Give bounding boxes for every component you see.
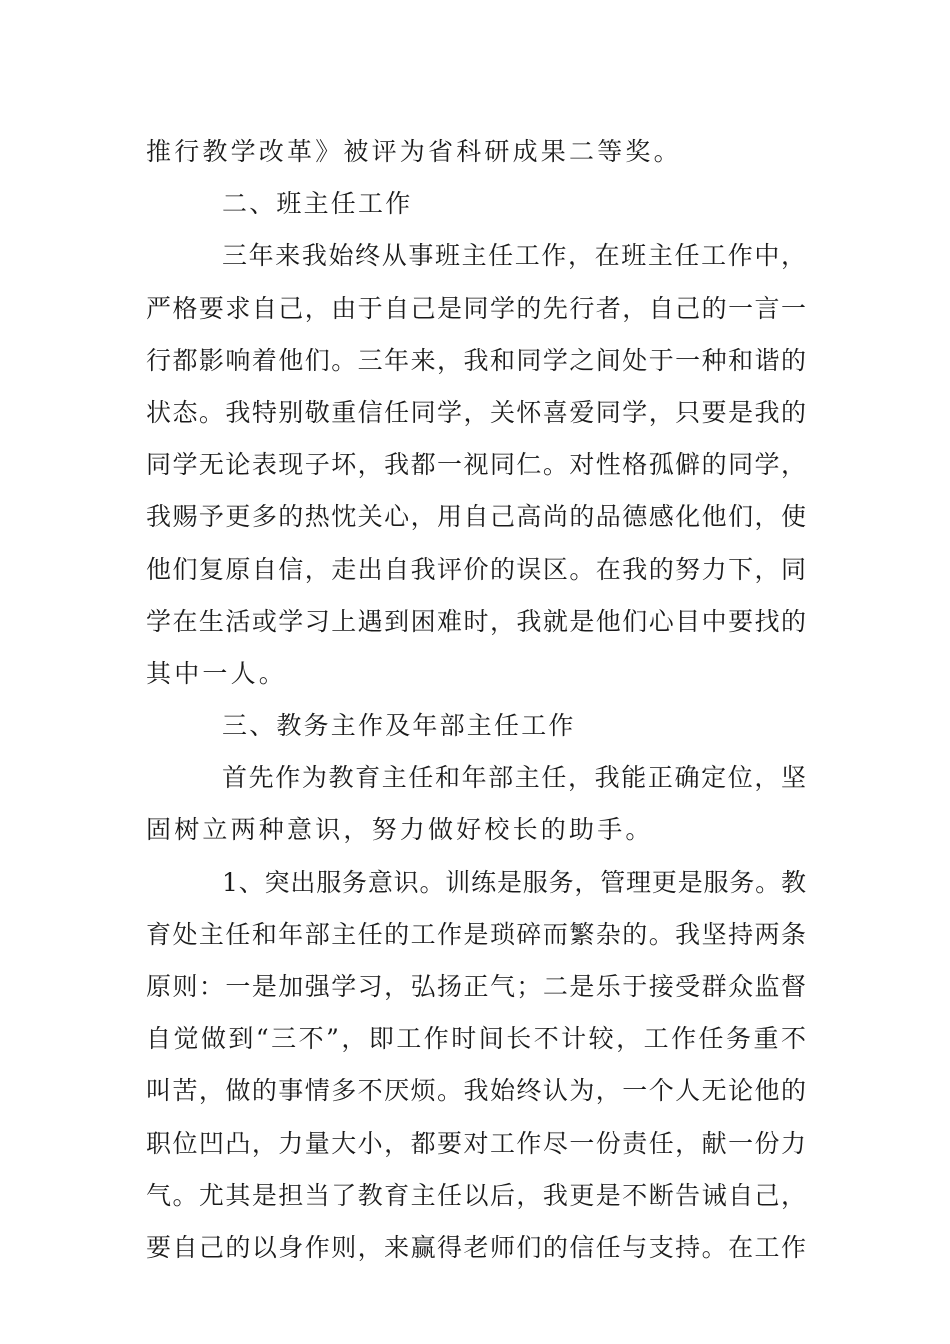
section-heading: 三、教务主作及年部主任工作 <box>222 711 576 741</box>
text-line: 他们复原自信，走出自我评价的误区。在我的努力下，同 <box>146 554 806 584</box>
text-line: 育处主任和年部主任的工作是琐碎而繁杂的。我坚持两条 <box>146 919 806 949</box>
text-line: 叫苦，做的事情多不厌烦。我始终认为，一个人无论他的 <box>146 1076 806 1106</box>
text-line: 我赐予更多的热忱关心，用自己高尚的品德感化他们，使 <box>146 502 806 532</box>
text-line: 首先作为教育主任和年部主任，我能正确定位，坚 <box>222 763 806 793</box>
document-body <box>146 126 806 1274</box>
text-line: 同学无论表现子坏，我都一视同仁。对性格孤僻的同学， <box>146 450 806 480</box>
text-line: 固树立两种意识，努力做好校长的助手。 <box>146 815 654 845</box>
text-line: 自觉做到“三不”，即工作时间长不计较，工作任务重不 <box>146 1024 806 1054</box>
text-line: 学在生活或学习上遇到困难时，我就是他们心目中要找的 <box>146 606 806 636</box>
text-line: 严格要求自己，由于自己是同学的先行者，自己的一言一 <box>146 293 806 323</box>
text-line: 状态。我特别敬重信任同学，关怀喜爱同学，只要是我的 <box>146 397 806 427</box>
text-line: 其中一人。 <box>146 658 288 688</box>
text-line: 原则：一是加强学习，弘扬正气；二是乐于接受群众监督 <box>146 972 806 1001</box>
text-line: 气。尤其是担当了教育主任以后，我更是不断告诫自己， <box>146 1180 806 1210</box>
section-heading: 二、班主任工作 <box>222 189 413 219</box>
text-line: 行都影响着他们。三年来，我和同学之间处于一种和谐的 <box>146 345 806 375</box>
text-line: 职位凹凸，力量大小，都要对工作尽一份责任，献一份力 <box>146 1128 806 1158</box>
text-line: 要自己的以身作则，来赢得老师们的信任与支持。在工作 <box>146 1232 806 1262</box>
text-line: 1、突出服务意识。训练是服务，管理更是服务。教 <box>222 867 806 897</box>
text-line: 推行教学改革》被评为省科研成果二等奖。 <box>146 137 682 166</box>
text-line: 三年来我始终从事班主任工作，在班主任工作中， <box>222 241 806 271</box>
